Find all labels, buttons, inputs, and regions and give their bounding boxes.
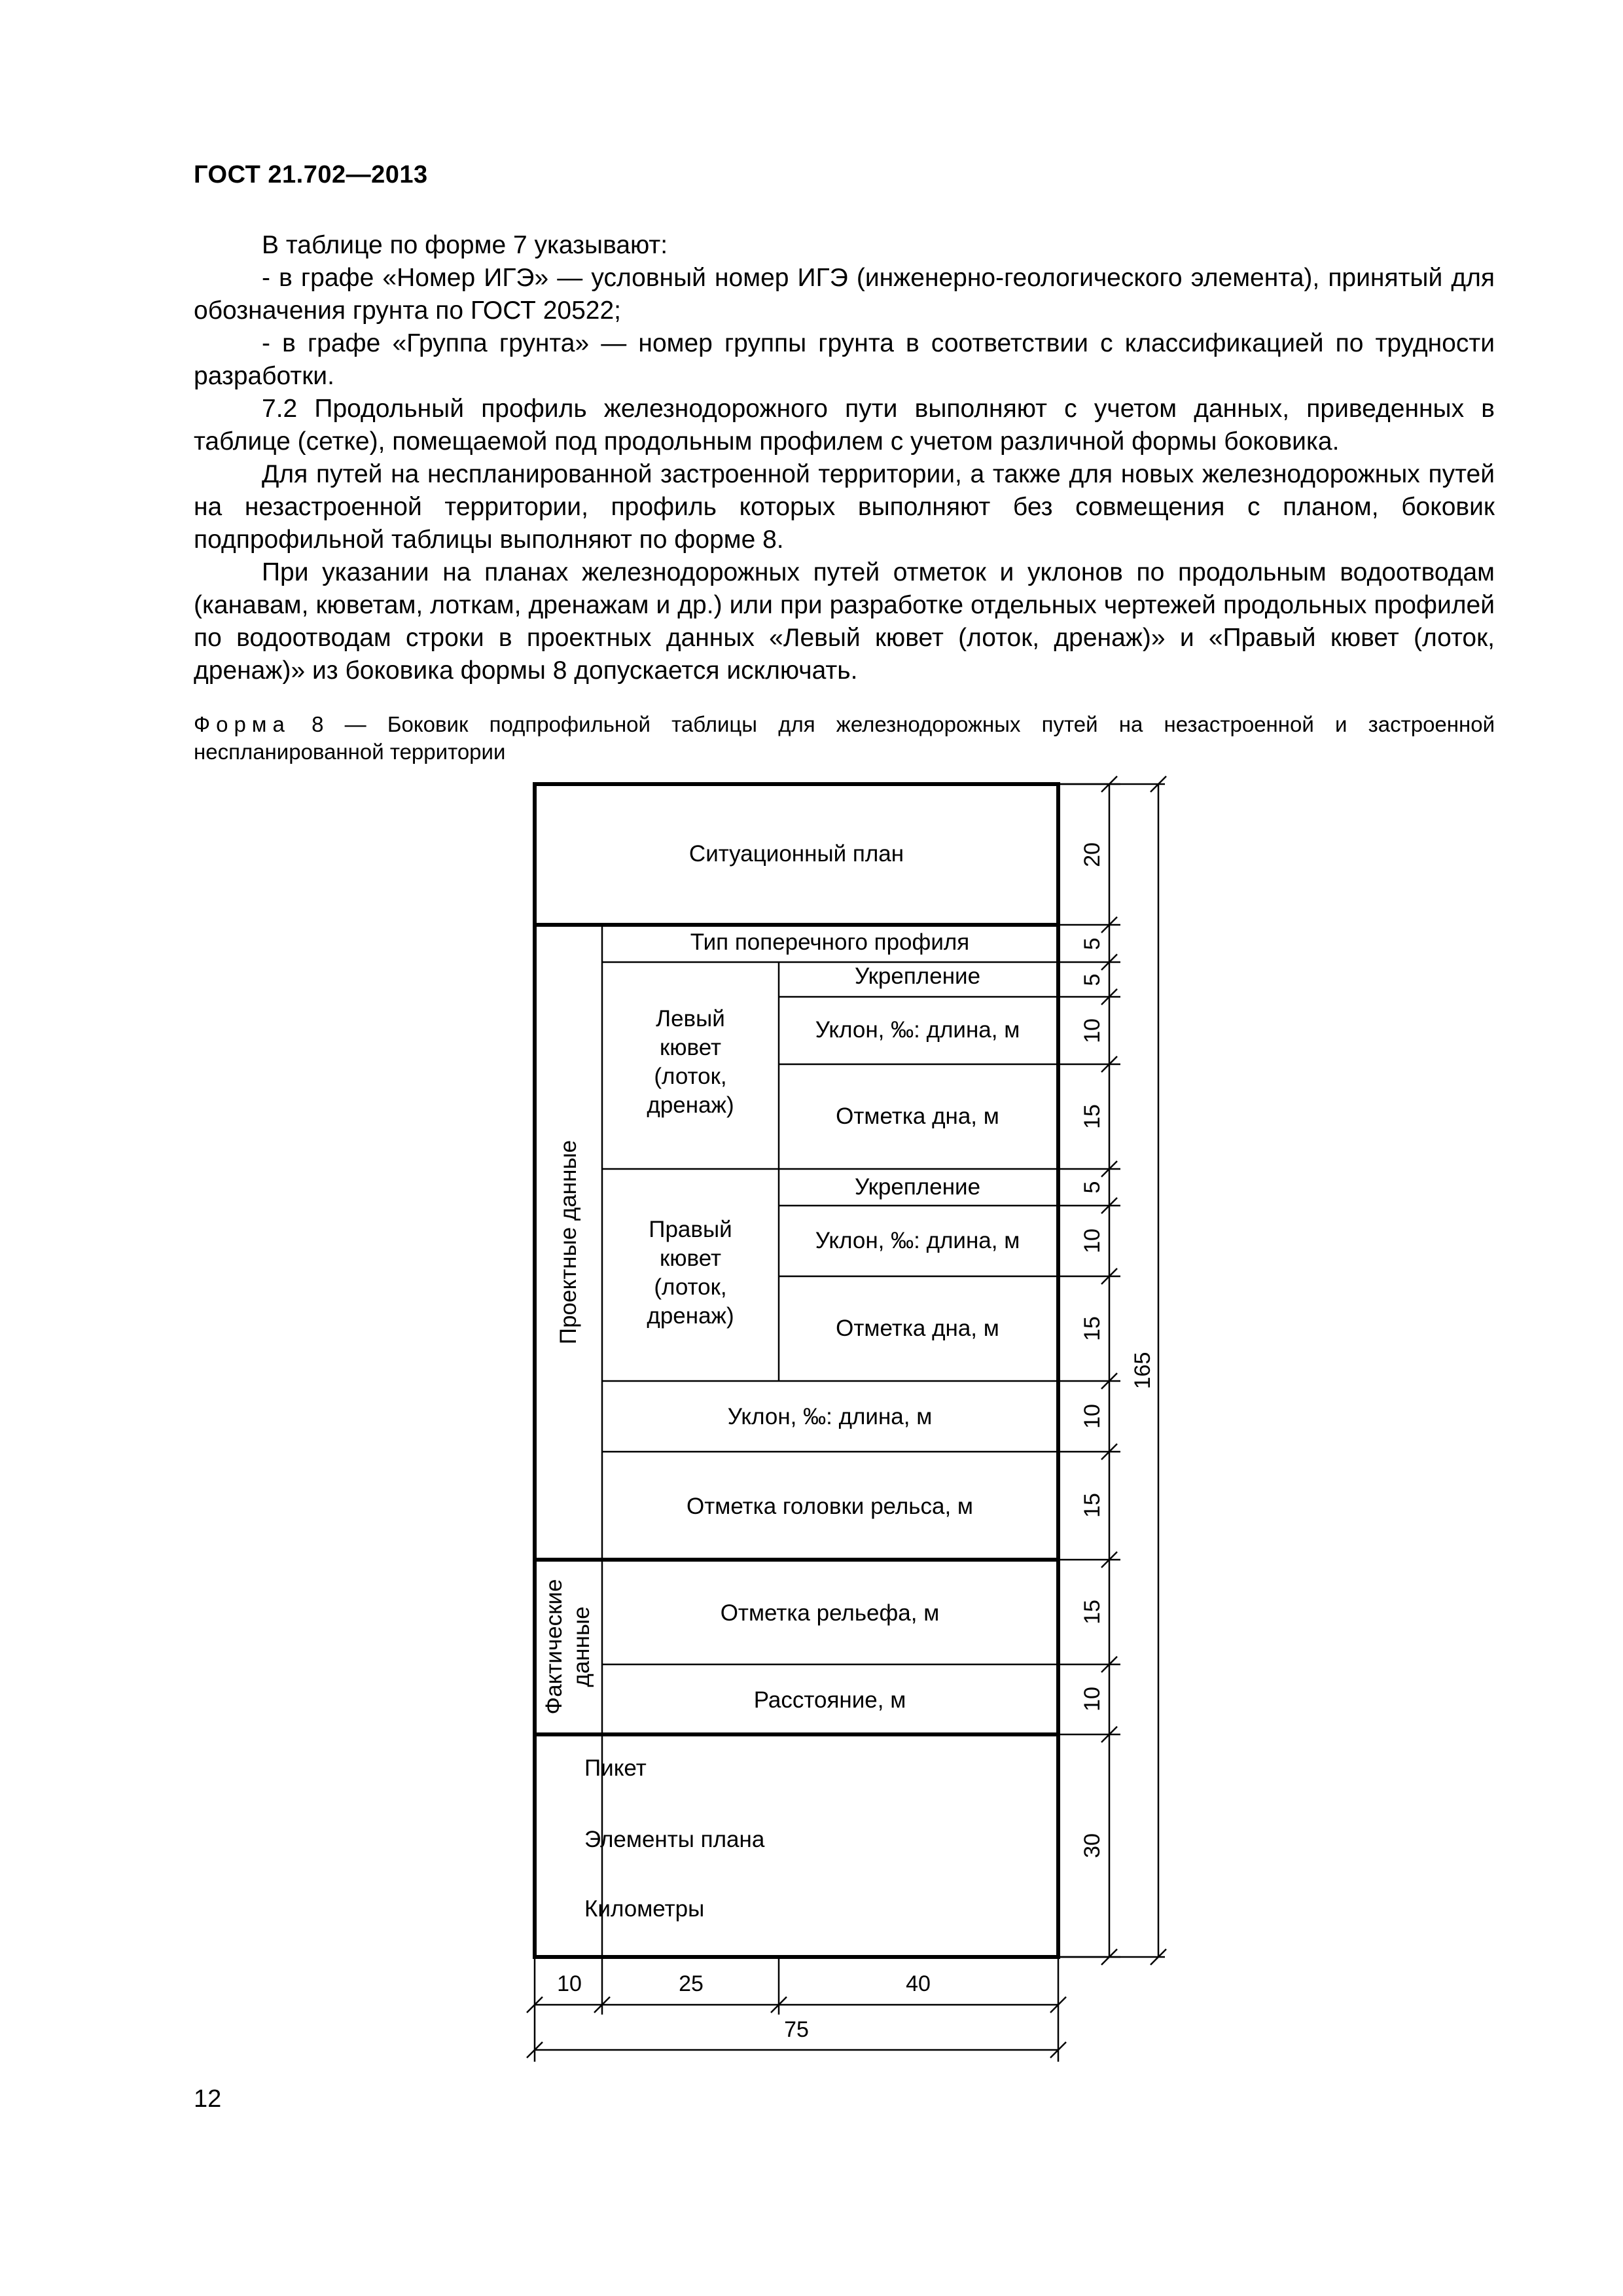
paragraph: При указании на планах железнодорожных путей отметок и уклонов по продольным водоотводам (канавам, кюветам, лоткам, дренажам и др.) или при разработке отдельных чертежей продольных профилей по водоотводам строки в проектных данных «Левый кювет (лоток, дренаж)» и «Правый кювет (лоток, дренаж)» из боковика формы 8 допускается исключать.: [194, 558, 1495, 685]
caption-text: 8 — Боковик подпрофильной таблицы для железнодорожных путей на незастроенной и застроенной неспланированной территории: [194, 712, 1495, 764]
cell-situation-plan: Ситуационный план: [688, 841, 904, 867]
cell-right-slope: Уклон, ‰: длина, м: [815, 1228, 1020, 1253]
paragraph: В таблице по форме 7 указывают:: [262, 231, 668, 259]
paragraph: - в графе «Группа грунта» — номер группы грунта в соответствии с классификацией по трудности разработки.: [194, 329, 1495, 390]
dim-col-3: 40: [906, 1971, 931, 1996]
paragraph: 7.2 Продольный профиль железнодорожного пути выполняют с учетом данных, приведенных в таблице (сетке), помещаемой под продольным профилем с учетом различной формы боковика.: [194, 395, 1495, 456]
cell-distance: Расстояние, м: [753, 1687, 906, 1713]
cell-left-ditch-line3: (лоток,: [654, 1064, 727, 1089]
dim-col-2: 25: [679, 1971, 704, 1996]
label-actual-data-line2: данные: [569, 1606, 594, 1687]
cell-right-ditch-line2: кювет: [659, 1246, 722, 1271]
cell-right-ditch-line1: Правый: [649, 1217, 732, 1242]
dim-row-track-slope: 10: [1080, 1404, 1105, 1429]
dim-row-right-reinforcement: 5: [1080, 1181, 1105, 1194]
dim-row-left-slope: 10: [1080, 1018, 1105, 1043]
cell-left-ditch-line4: дренаж): [647, 1092, 734, 1118]
cell-track-slope: Уклон, ‰: длина, м: [727, 1404, 933, 1429]
paragraph: - в графе «Номер ИГЭ» — условный номер ИГЭ (инженерно-геологического элемента), принятый для обозначения грунта по ГОСТ 20522;: [194, 264, 1495, 325]
dim-row-rail-head: 15: [1080, 1493, 1105, 1518]
cell-relief-mark: Отметка рельефа, м: [720, 1600, 940, 1626]
cell-right-ditch-line3: (лоток,: [654, 1274, 727, 1300]
cell-left-slope: Уклон, ‰: длина, м: [815, 1017, 1020, 1043]
dim-row-right-bottom: 15: [1080, 1316, 1105, 1341]
dim-row-cross-profile: 5: [1080, 937, 1105, 950]
dim-total-height: 165: [1130, 1352, 1155, 1390]
cell-right-ditch-line4: дренаж): [647, 1303, 734, 1329]
page-number: 12: [194, 2085, 222, 2113]
cell-right-reinforcement: Укрепление: [854, 1174, 981, 1200]
dim-col-1: 10: [557, 1971, 582, 1996]
dim-row-left-reinforcement: 5: [1080, 973, 1105, 986]
document-header: ГОСТ 21.702—2013: [194, 161, 428, 188]
cell-right-bottom-mark: Отметка дна, м: [836, 1316, 999, 1341]
dim-row-distance: 10: [1080, 1687, 1105, 1712]
label-actual-data-line1: Фактические: [541, 1579, 567, 1715]
label-design-data: Проектные данные: [556, 1139, 581, 1345]
table-frame: [535, 784, 1058, 1957]
caption-label: Форма: [194, 712, 291, 736]
dim-row-relief: 15: [1080, 1600, 1105, 1624]
cell-left-reinforcement: Укрепление: [854, 963, 981, 989]
cell-left-ditch-line1: Левый: [656, 1006, 725, 1031]
paragraph: Для путей на неспланированной застроенной территории, а также для новых железнодорожных путей на незастроенной территории, профиль которых выполняют без совмещения с планом, боковик подпрофильной таблицы выполняют по форме 8.: [194, 460, 1495, 554]
dim-row-left-bottom: 15: [1080, 1104, 1105, 1129]
cell-left-bottom-mark: Отметка дна, м: [836, 1103, 999, 1129]
dim-total-width: 75: [784, 2017, 809, 2042]
dim-row-right-slope: 10: [1080, 1229, 1105, 1253]
cell-left-ditch-line2: кювет: [659, 1035, 722, 1060]
cell-picket: Пикет: [584, 1755, 647, 1781]
cell-rail-head-mark: Отметка головки рельса, м: [687, 1494, 973, 1519]
cell-kilometers: Километры: [584, 1896, 705, 1922]
dim-row-bottom-block: 30: [1080, 1833, 1105, 1858]
cell-plan-elements: Элементы плана: [584, 1827, 765, 1852]
dim-row-situation-plan: 20: [1080, 842, 1105, 867]
cell-cross-profile-type: Тип поперечного профиля: [690, 929, 970, 955]
